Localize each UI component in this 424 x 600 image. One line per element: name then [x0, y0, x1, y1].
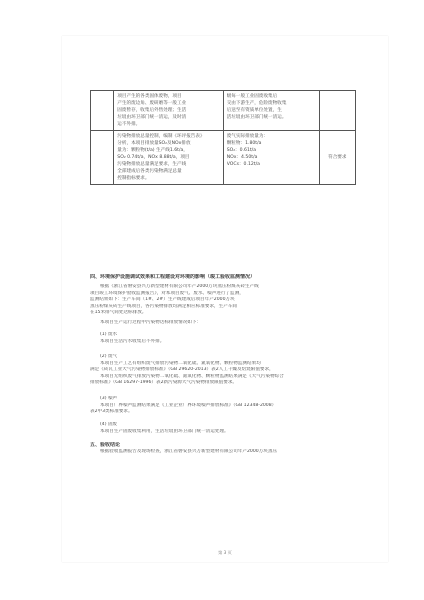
- subsection-exhaust: [90, 354, 356, 387]
- cell-text: VOCs：0.12t/a: [226, 162, 260, 167]
- cell-text: 全部建成后各类污染物满足总量: [117, 169, 182, 174]
- paragraph-line: 根据《浙江省磐安县兴万新型建材有限公司年产2000万块蒸压粉煤灰砖生产线: [100, 284, 259, 289]
- paragraph-monitoring: [90, 284, 356, 317]
- cell-text: 颗粒物：1.80t/a: [226, 141, 262, 146]
- subsection-wastewater: [90, 332, 356, 345]
- section-heading-4: [90, 274, 356, 281]
- subsection-solid-waste: [90, 422, 356, 435]
- cell-text: NOx：4.50t/a: [226, 155, 258, 160]
- cell-text: 级每一般工业固废收集后: [226, 94, 278, 99]
- table-cell: [91, 131, 114, 185]
- paragraph-line: 本项目无组织废气排放污染物二氧化硫、氮氧化物、颗粒物监测结果满足《大气污染物综合: [100, 373, 284, 379]
- paragraph-intro: [90, 320, 356, 327]
- cell-text: 控制指标要求。: [117, 176, 150, 181]
- cell-text: 分析，本项目排放量SO₂及NOx排放: [117, 141, 191, 146]
- cell-text: 污染物排放总量满足要求，生产线: [117, 162, 187, 167]
- cell-text: 量为：颗粒物(t/a) 生产线1.6t/a，: [117, 148, 188, 153]
- subheading-text: (3) 噪声: [100, 396, 118, 401]
- table-cell: [223, 91, 319, 131]
- paragraph-line: 在15米排气筒处达标排放。: [90, 310, 147, 316]
- cell-text: 交由下游生产，危险废物收集: [226, 101, 287, 106]
- table-cell: [319, 91, 355, 131]
- cell-text: 活垃圾由环卫部门统一清运。: [226, 115, 287, 120]
- cell-text: 污染物排放总量控制，编制《环评报告表》: [117, 134, 205, 139]
- heading-text: 四、环境保护设施调试效果和工程建设对环境的影响（竣工验收监测情况）: [90, 274, 256, 280]
- cell-text: 项目产生的各类固体废物，项目: [117, 94, 182, 99]
- table-cell: [91, 91, 114, 131]
- paragraph-line: 本项目生产运行过程中污染物达标排放情况如下：: [100, 320, 202, 325]
- table-row: [91, 131, 356, 185]
- subsection-noise: [90, 396, 356, 416]
- cell-text: 运不外排。: [117, 122, 141, 127]
- subheading-text: (2) 废气: [100, 354, 118, 359]
- paragraph-line: 本项目厂界噪声监测结果满足《工业企业厂界环境噪声排放标准》（GB 12348-2008）: [100, 402, 277, 408]
- cell-text: 垃圾由环卫部门统一清运，及时清: [117, 115, 187, 120]
- section-heading-5: [90, 442, 356, 455]
- table-cell: [319, 131, 355, 185]
- paragraph-line: 排放标准》（GB 16297-1996）表2新污染源大气污染物排放限值要求。: [90, 380, 238, 386]
- cell-text: SO₂：0.61t/a: [226, 148, 257, 153]
- subheading-text: (1) 废水: [100, 332, 118, 337]
- paragraph-line: 满足《砖瓦工业大气污染物排放标准》（GB 29620-2013）表2人工干燥及焙烧限值要求，: [90, 367, 274, 373]
- conformity-result: 符合要求: [328, 155, 347, 160]
- cell-text: SO₂ 0.74t/a，NOx 8.88t/a，项目: [117, 155, 190, 160]
- cell-text: 固废暂存，收集后外售处理；生活: [117, 108, 187, 113]
- paragraph-line: 表2中3类标准要求。: [90, 409, 133, 415]
- cell-text: 产生的废边角、废研磨等一般工业: [117, 101, 187, 106]
- paragraph-line: 监测结果如下：生产车间（1#、2#）生产线建成后项目年产2000万块: [90, 297, 235, 303]
- table-cell: [223, 131, 319, 185]
- paragraph-line: 蒸压粉煤灰砖生产线项目，各污染物排放均满足相应标准要求，生产车间: [90, 303, 238, 309]
- paragraph-line: 项目竣工环境保护验收监测报告》，对本项目废气、废水、噪声进行了监测，: [90, 290, 244, 296]
- paragraph-line: 本项目生产工艺有组织废气排放污染物二氧化硫、氮氧化物、颗粒物监测结果均: [100, 360, 261, 366]
- document-page: [62, 36, 388, 562]
- heading-text: 五、验收结论: [90, 442, 121, 448]
- cell-text: 废气实际排放量为：: [226, 134, 269, 139]
- paragraph-line: 本项目生活污水收集后不外排。: [100, 338, 165, 344]
- paragraph-line: 根据验收监测报告及现场检查，浙江省磐安县兴万新型建材有限公司年产2000万块蒸压: [100, 448, 278, 454]
- page-number: 第 3 页: [218, 550, 232, 555]
- table-cell: [114, 131, 223, 185]
- acceptance-table: [90, 90, 356, 185]
- cell-text: 后送至有资质单位处置，生: [226, 108, 282, 113]
- subheading-text: (4) 固废: [100, 422, 118, 427]
- table-cell: [114, 91, 223, 131]
- paragraph-line: 本项目生产固废收集利用，生活垃圾由环卫部门统一清运处理。: [100, 428, 229, 434]
- table-row: [91, 91, 356, 131]
